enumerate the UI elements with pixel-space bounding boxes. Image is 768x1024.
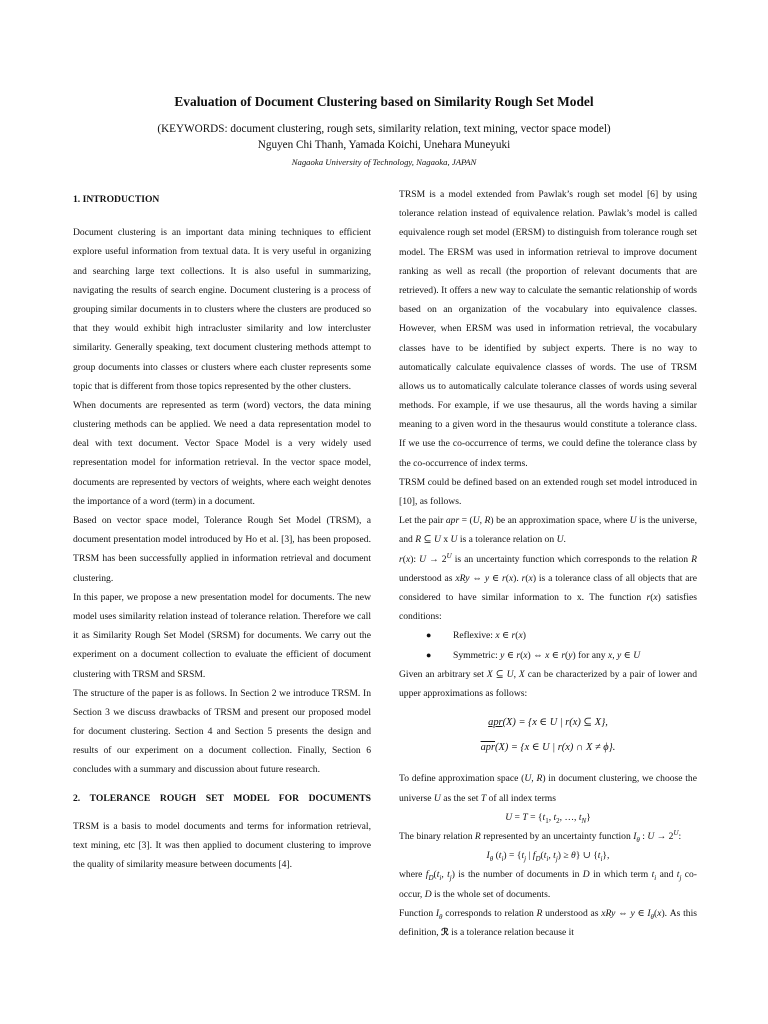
uncertainty-function-equation: $I_\theta$ $(t_i) = \{t_j$ | $f_D(t_i$, $t_j) \ge \theta$} ∪ $\{t_i\}$, [486,850,610,864]
paper-affiliation: Nagaoka University of Technology, Nagaoka, JAPAN [291,157,477,167]
trsm-paragraph-3: TRSM could be defined based on an extended rough set model introduced in [10], as follows. [399,476,697,507]
binary-relation-paragraph: The binary relation R represented by an uncertainty function $I_\theta$ : $U \to 2^U$: [399,828,682,844]
trsm-paragraph-1: TRSM is a basis to model documents and terms for information retrieval, text mining, etc [3]. It was then applied to document clustering to improve the quality of similarity measure between documents [4]. [73,820,371,871]
intro-paragraph-5: The structure of the paper is as follows. In Section 2 we introduce TRSM. In Section 3 we discuss drawbacks of TRSM and present our proposed model for document clustering. Section 4 and Section 5 presents the design and results of our experiment on a document collection. Finally, Section 6 concludes with a summary and discussion about future research. [73,687,371,776]
upper-approximation-equation: $\overline{apr}(X) = \{x$ ∈ U | r(x) ∩ X ≠ ϕ}. [480,742,616,754]
section-heading-trsm-text: 2. TOLERANCE ROUGH SET MODEL FOR DOCUMENTS [73,792,371,804]
paper-authors: Nguyen Chi Thanh, Yamada Koichi, Unehara Muneyuki [257,139,511,151]
bullet-symmetric: ● Symmetric: y ∈ r(x) ⇔ x ∈ r(y) for any x, y ∈ U [399,646,697,665]
right-column [399,185,697,942]
left-column [73,190,371,874]
approx-space-paragraph: Let the pair apr = (U, R) be an approximation space, where U is the universe, and R ⊆ U x U is a tolerance relation on U. [399,515,697,546]
intro-paragraph-3: Based on vector space model, Tolerance Rough Set Model (TRSM), a document presentation model introduced by Ho et al. [3], has been proposed. TRSM has been successfully applied in information retrieval and document clustering. [73,515,371,584]
bullet-reflexive: ● Reflexive: x ∈ r(x) [399,626,697,645]
paper-title: Evaluation of Document Clustering based on Similarity Rough Set Model [174,94,594,109]
trsm-paragraph-2: TRSM is a model extended from Pawlak’s rough set model [6] by using tolerance relation instead of equivalence relation. Pawlak’s model is called equivalence rough set model (ERSM) to distinguish from tolerance rough set model. The ERSM was used in information retrieval to improve document ranking as well as recall (the proportion of relevant documents that are retrieved). It offers a new way to calculate the semantic relationship of words based on an organization of the vocabulary into equivalence classes. However, when ERSM was used in information retrieval, the vocabulary classes have to be identified by subject experts. There is no way to automatically calculate equivalence classes of words. The use of TRSM allows us to automatically calculate tolerance classes of words using several methods. For example, if we use thesaurus, all the words having a similar meaning to a given word in the thesaurus would constitute a tolerance class. If we use the co-occurrence of terms, we could define the tolerance class by the co-occurrence of index terms. [399,189,697,469]
define-approx-space-paragraph: To define approximation space (U, R) in document clustering, we choose the universe U as the set T of all index terms [399,773,697,804]
function-relation-paragraph: Function $I_\theta$ corresponds to relation R understood as xRy ⇔ y ∈ $I_\theta(x)$. As this definition, ℛ is a tolerance relation because it [399,907,698,938]
section-heading-introduction: 1. INTRODUCTION [73,194,160,205]
section-heading-trsm [73,789,371,808]
cooccurrence-paragraph: where $f_D(t_i$, $t_j$) is the number of documents in D in which term $t_i$ and $t_j$ co-occur, D is the whole set of documents. [399,869,697,900]
approximations-intro-paragraph: Given an arbitrary set X ⊆ U, X can be characterized by a pair of lower and upper approximations as follows: [399,668,698,699]
intro-paragraph-4: In this paper, we propose a new presentation model for documents. The new model uses similarity relation instead of tolerance relation. Therefore we call it as Similarity Rough Set Model (SRSM) for documents. We carry out the experiment on a document collection to evaluate the efficient of document clustering with TRSM and SRSM. [73,591,371,680]
intro-paragraph-2: When documents are represented as term (word) vectors, the data mining clustering methods can be applied. We need a data representation model to deal with text document. Vector Space Model is a very widely used representation model for information retrieval. In the vector space model, documents are represented by vectors of weights, where each weight denotes the importance of a word (term) in a document. [73,399,371,507]
lower-approximation-equation: apr(X) = {x ∈ U | r(x) ⊆ X}, [488,717,608,729]
index-terms-equation: $U = T = \{t_1$, $t_2$, …, $t_N$} [505,811,591,825]
paper-keywords: (KEYWORDS: document clustering, rough sets, similarity relation, text mining, vector space model) [157,123,611,135]
uncertainty-function-paragraph: r(x): $U \to 2^U$ is an uncertainty function which corresponds to the relation R understood as xRy ⇔ y ∈ r(x). r(x) is a tolerance class of all objects that are considered to have similar information to x. The function r(x) satisfies conditions: [399,551,698,623]
intro-paragraph-1: Document clustering is an important data mining techniques to efficient explore useful information from textual data. It is very useful in organizing and searching large text collections. It is also useful in summarizing, navigating the results of search engine. Document clustering is a process of grouping similar documents in to clusters where the clusters are produced so that they would exhibit high intracluster similarity and low intercluster similarity. Generally speaking, text document clustering methods attempt to group documents into classes or clusters where each cluster represents some topic that is different from those topics represented by the other clusters. [73,227,371,392]
